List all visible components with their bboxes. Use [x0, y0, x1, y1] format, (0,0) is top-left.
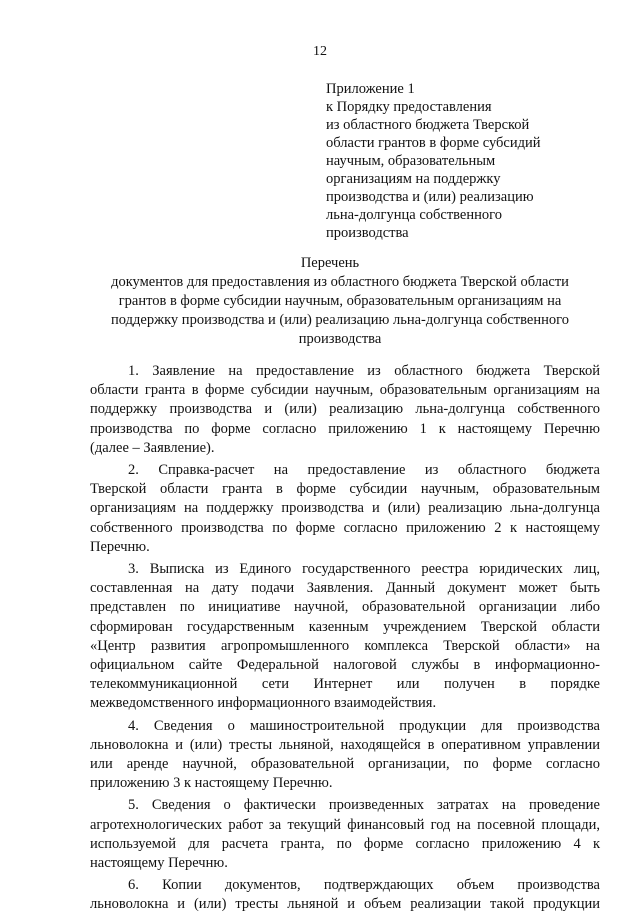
- paragraph-line: (далее – Заявление).: [90, 439, 215, 456]
- paragraph-line: производства по форме согласно приложению 1 к настоящему Перечню: [90, 420, 600, 437]
- paragraph-line: собственного производства по форме согласно приложению 2 к настоящему: [90, 519, 600, 536]
- document-body: [90, 362, 600, 918]
- list-item: [90, 717, 600, 794]
- paragraph-line: межведомственного информационного взаимодействия.: [90, 695, 437, 712]
- paragraph-line: льноволокна и (или) тресты льняной и объем реализации такой продукции: [90, 896, 600, 913]
- document-title: Перечень: [300, 255, 360, 271]
- list-item: [90, 876, 600, 914]
- appendix-line: Приложение 1: [326, 81, 415, 97]
- list-item: [90, 560, 600, 714]
- paragraph-line: поддержку производства и (или) реализацию льна-долгунца собственного: [90, 401, 600, 418]
- list-item: [90, 362, 600, 458]
- appendix-line: из областного бюджета Тверской: [326, 117, 530, 133]
- paragraph-line: агротехнологических работ за текущий финансовый год на посевной площади,: [90, 816, 600, 833]
- paragraph-line: 5. Сведения о фактически произведенных затратах на проведение: [128, 797, 600, 814]
- subtitle-line: документов для предоставления из областного бюджета Тверской области: [111, 274, 569, 290]
- list-item: [90, 796, 600, 873]
- paragraph-line: организациям на поддержку производства и (или) реализацию льна-долгунца: [90, 500, 600, 517]
- paragraph-line: льноволокна и (или) тресты льняной, находящейся в оперативном управлении: [90, 736, 600, 753]
- appendix-line: к Порядку предоставления: [326, 99, 492, 115]
- page-number: 12: [313, 44, 327, 59]
- appendix-header: [326, 80, 586, 242]
- paragraph-line: Перечню.: [90, 538, 150, 555]
- appendix-line: производства: [326, 225, 409, 241]
- paragraph-line: составленная на дату подачи Заявления. Данный документ может быть: [90, 580, 600, 597]
- paragraph-line: сформирован государственным казенным учреждением Тверской области: [90, 618, 600, 635]
- paragraph-line: 4. Сведения о машиностроительной продукции для производства: [128, 717, 600, 734]
- subtitle-line: производства: [298, 331, 382, 347]
- list-item: [90, 461, 600, 557]
- paragraph-line: официальном сайте Федеральной налоговой службы в информационно-: [90, 657, 600, 674]
- appendix-line: научным, образовательным: [326, 153, 496, 169]
- paragraph-line: 2. Справка-расчет на предоставление из областного бюджета: [128, 462, 600, 479]
- appendix-line: производства и (или) реализацию: [326, 189, 534, 205]
- paragraph-line: «Центр развития агропромышленного комплекса Тверской области» на: [90, 637, 600, 654]
- document-subtitle: [80, 273, 600, 349]
- paragraph-line: используемой для расчета гранта, по форме согласно приложению 4 к: [90, 835, 600, 852]
- subtitle-line: грантов в форме субсидии научным, образовательным организациям на: [118, 293, 562, 309]
- paragraph-line: или аренде научной, образовательной организации, по форме согласно: [90, 756, 600, 773]
- appendix-line: организациям на поддержку: [326, 171, 501, 187]
- paragraph-line: Тверской области гранта в форме субсидии научным, образовательным: [90, 481, 600, 498]
- paragraph-line: области гранта в форме субсидии научным, образовательным организациям на: [90, 382, 600, 399]
- appendix-line: льна-долгунца собственного: [326, 207, 502, 223]
- paragraph-line: 3. Выписка из Единого государственного реестра юридических лиц,: [128, 561, 600, 578]
- paragraph-line: приложению 3 к настоящему Перечню.: [90, 775, 333, 792]
- subtitle-line: поддержку производства и (или) реализацию льна-долгунца собственного: [111, 312, 569, 328]
- paragraph-line: представлен по инициативе научной, образовательной организации либо: [90, 599, 600, 616]
- paragraph-line: настоящему Перечню.: [90, 855, 228, 872]
- paragraph-line: 1. Заявление на предоставление из областного бюджета Тверской: [128, 363, 600, 379]
- appendix-line: области грантов в форме субсидий: [326, 135, 541, 151]
- paragraph-line: 6. Копии документов, подтверждающих объем производства: [128, 877, 600, 894]
- paragraph-line: телекоммуникационной сети Интернет или получен в порядке: [90, 676, 600, 693]
